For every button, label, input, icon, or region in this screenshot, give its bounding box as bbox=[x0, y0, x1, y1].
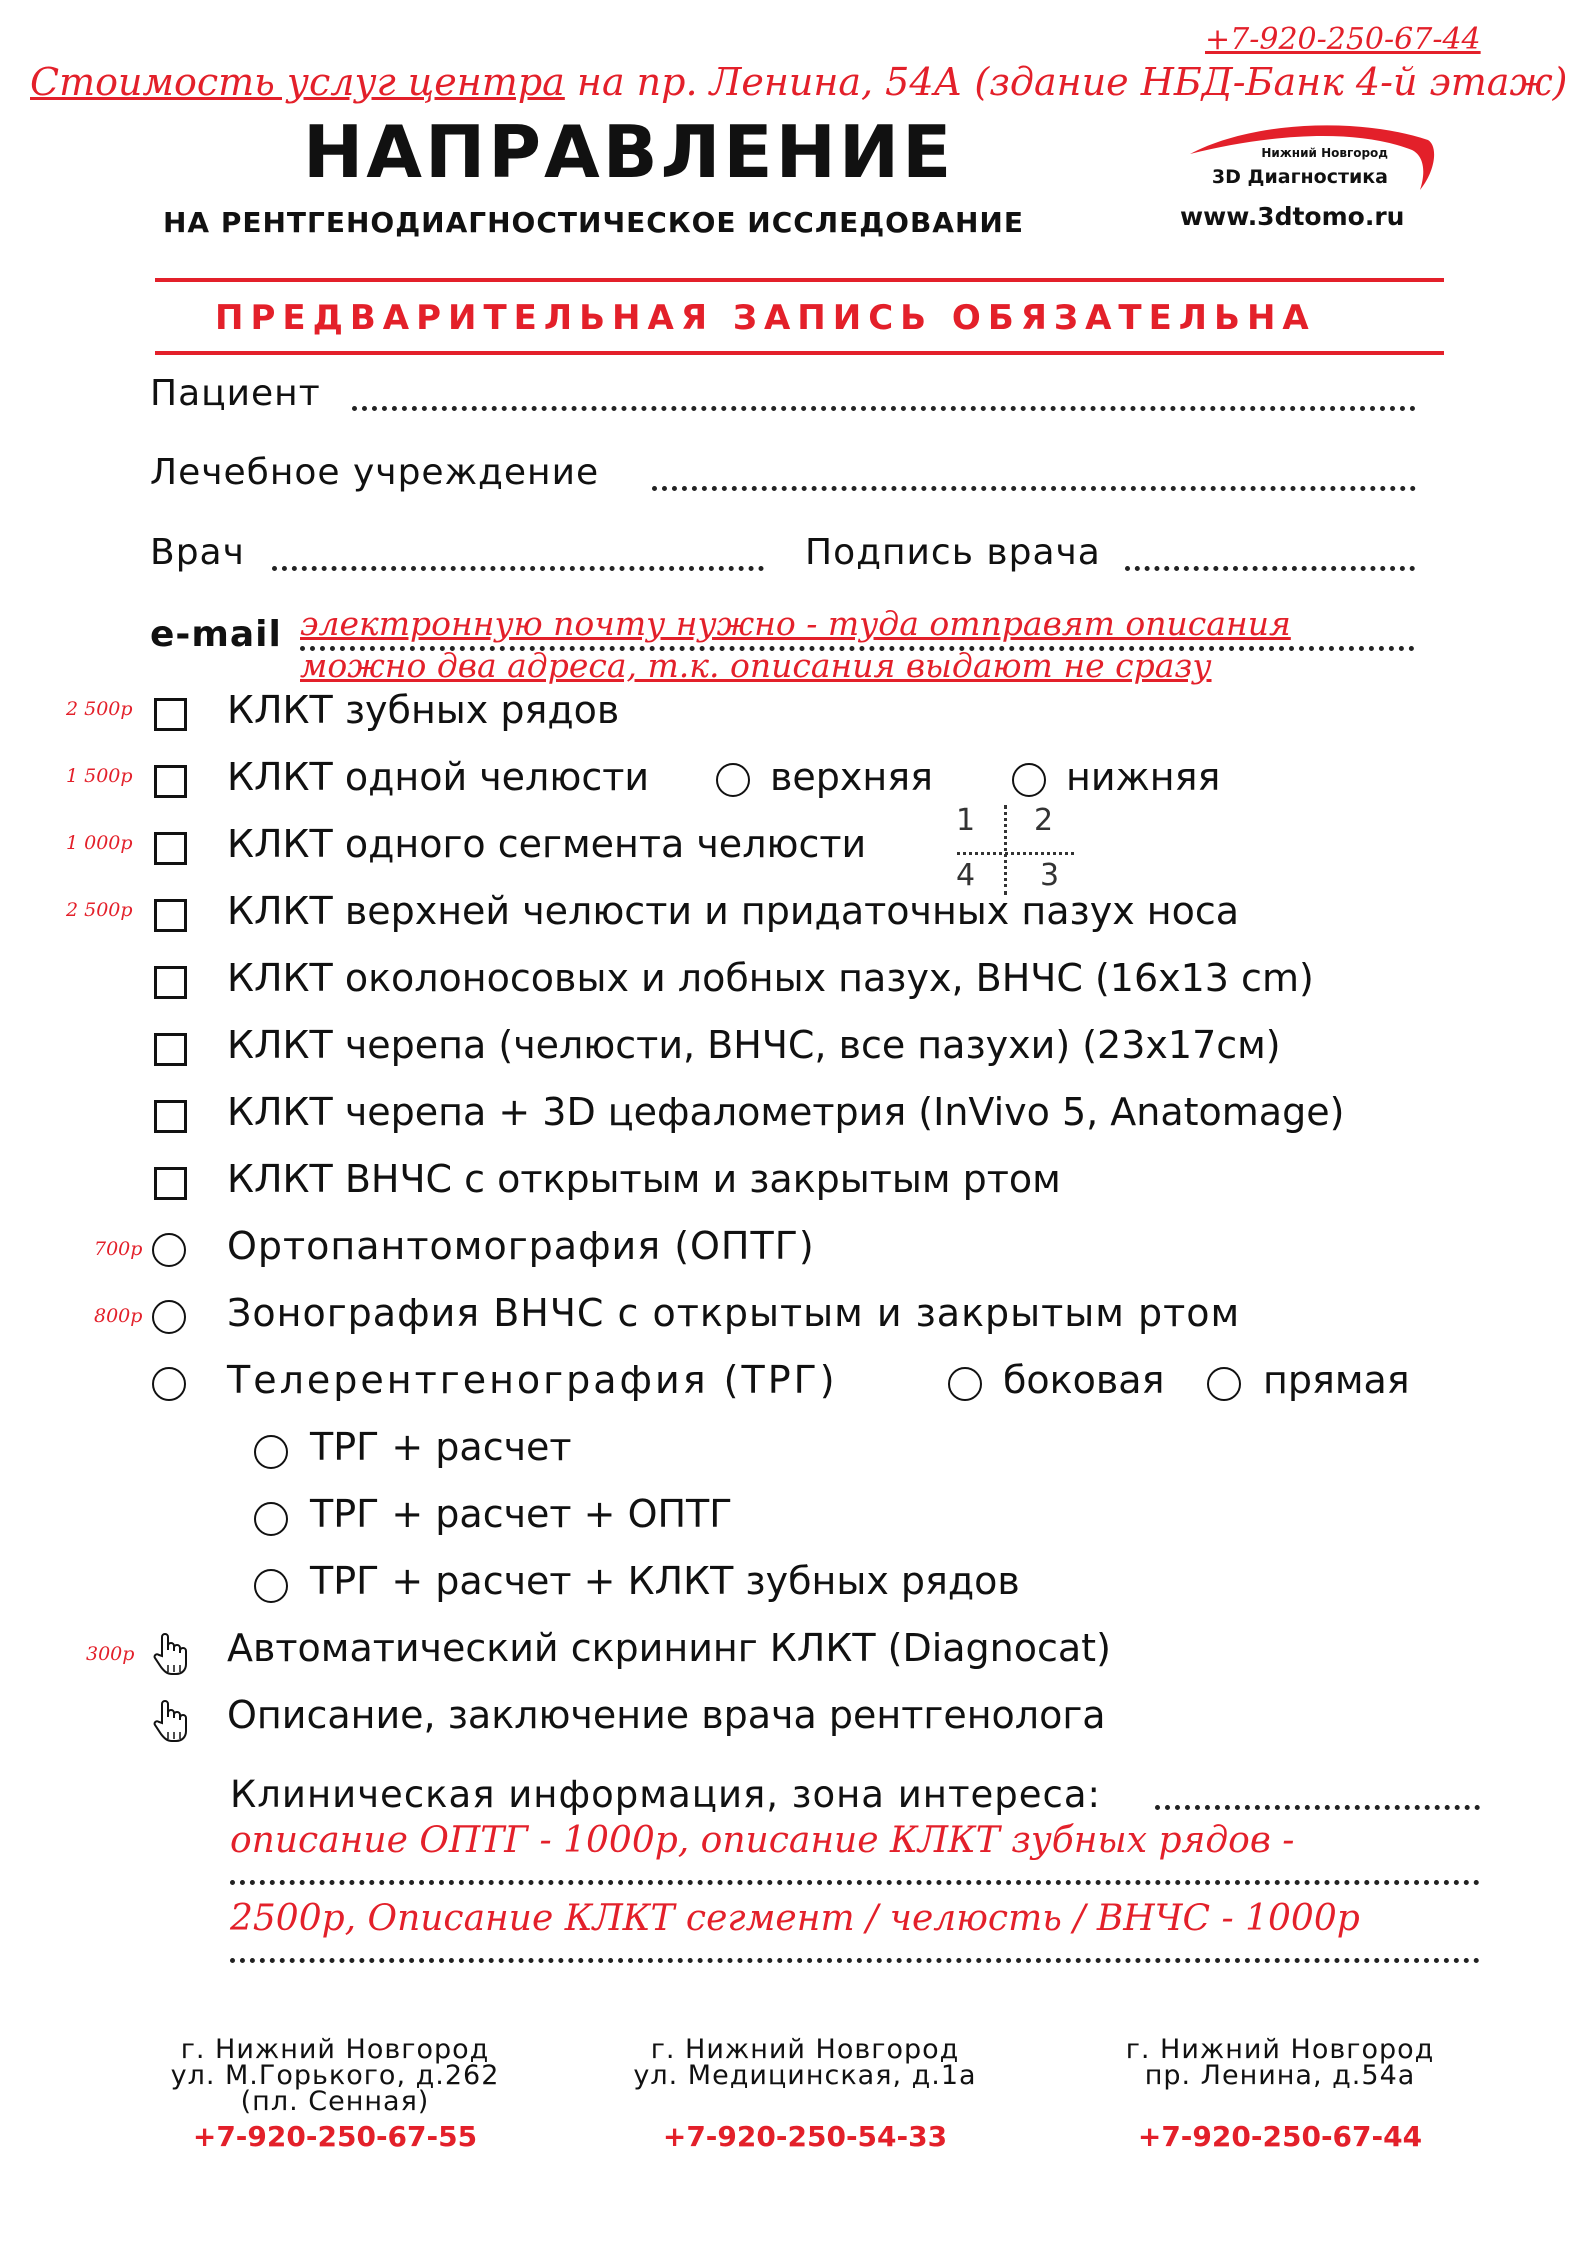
extra-price: 300р bbox=[86, 1643, 135, 1665]
segment-1[interactable]: 1 bbox=[956, 803, 976, 838]
patient-field[interactable] bbox=[352, 406, 1416, 411]
doctor-field[interactable] bbox=[272, 566, 764, 571]
service-label: КЛКТ околоносовых и лобных пазух, ВНЧС (16x13 cm) bbox=[227, 956, 1314, 1000]
service-label: Ортопантомография (ОПТГ) bbox=[227, 1224, 815, 1268]
service-label: КЛКТ одной челюсти bbox=[227, 755, 650, 799]
branch-phone[interactable]: +7-920-250-67-44 bbox=[1137, 2120, 1423, 2153]
price-note-rest: на пр. Ленина, 54А (здание НБД-Банк 4-й этаж) bbox=[564, 60, 1568, 104]
trg-sub-radio[interactable] bbox=[254, 1435, 288, 1469]
clinical-info-line[interactable] bbox=[230, 1880, 1480, 1885]
signature-label: Подпись врача bbox=[805, 532, 1101, 573]
branch-address: пр. Ленина, д.54а bbox=[1144, 2060, 1416, 2091]
service-label: КЛКТ верхней челюсти и придаточных пазух носа bbox=[227, 889, 1240, 933]
branch-landmark: (пл. Сенная) bbox=[240, 2086, 430, 2117]
hand-pointer-icon[interactable] bbox=[152, 1699, 188, 1743]
service-label: КЛКТ одного сегмента челюсти bbox=[227, 822, 867, 866]
clinical-handwritten-note-2: 2500р, Описание КЛКТ сегмент / челюсть / ВНЧС - 1000р bbox=[230, 1898, 1360, 1939]
jaw-lower-label: нижняя bbox=[1066, 755, 1221, 799]
service-label: КЛКТ черепа + 3D цефалометрия (InVivo 5, Anatomage) bbox=[227, 1090, 1345, 1134]
service-checkbox[interactable] bbox=[154, 832, 187, 865]
service-checkbox[interactable] bbox=[154, 1100, 187, 1133]
company-logo bbox=[1180, 118, 1440, 200]
service-price: 700р bbox=[94, 1238, 143, 1260]
trg-lateral-label: боковая bbox=[1003, 1358, 1165, 1402]
service-checkbox[interactable] bbox=[154, 899, 187, 932]
jaw-upper-label: верхняя bbox=[770, 755, 933, 799]
jaw-lower-radio[interactable] bbox=[1012, 763, 1046, 797]
trg-sub-label: ТРГ + расчет + ОПТГ bbox=[310, 1492, 733, 1536]
service-price: 1 000р bbox=[66, 832, 133, 854]
handwritten-phone-note: +7-920-250-67-44 bbox=[1205, 22, 1481, 57]
footer-branch-2 bbox=[625, 2034, 985, 2091]
website-link[interactable]: www.3dtomo.ru bbox=[1180, 202, 1405, 231]
service-radio[interactable] bbox=[152, 1233, 186, 1267]
trg-sub-label: ТРГ + расчет + КЛКТ зубных рядов bbox=[310, 1559, 1020, 1603]
segment-divider-vertical bbox=[1004, 805, 1007, 895]
service-price: 1 500р bbox=[66, 765, 133, 787]
clinical-handwritten-note-1: описание ОПТГ - 1000р, описание КЛКТ зубных рядов - bbox=[230, 1820, 1295, 1861]
service-label: Телерентгенография (ТРГ) bbox=[227, 1358, 838, 1402]
trg-sub-radio[interactable] bbox=[254, 1569, 288, 1603]
logo-city: Нижний Новгород bbox=[1261, 146, 1388, 160]
booking-notice: ПРЕДВАРИТЕЛЬНАЯ ЗАПИСЬ ОБЯЗАТЕЛЬНА bbox=[215, 298, 1316, 338]
trg-sub-label: ТРГ + расчет bbox=[310, 1425, 572, 1469]
signature-field[interactable] bbox=[1125, 566, 1415, 571]
service-price: 2 500р bbox=[66, 899, 133, 921]
email-label: e-mail bbox=[150, 614, 282, 655]
patient-label: Пациент bbox=[150, 373, 321, 414]
trg-lateral-radio[interactable] bbox=[948, 1367, 982, 1401]
branch-phone[interactable]: +7-920-250-67-55 bbox=[192, 2120, 478, 2153]
service-label: Зонография ВНЧС с открытым и закрытым ртом bbox=[227, 1291, 1241, 1335]
segment-2[interactable]: 2 bbox=[1034, 803, 1054, 838]
branch-address: ул. Медицинская, д.1а bbox=[633, 2060, 977, 2091]
email-handwritten-note-2: можно два адреса, т.к. описания выдают не сразу bbox=[300, 646, 1212, 685]
branch-city: г. Нижний Новгород bbox=[180, 2034, 490, 2065]
branch-phone[interactable]: +7-920-250-54-33 bbox=[662, 2120, 948, 2153]
institution-field[interactable] bbox=[652, 486, 1416, 491]
branch-city: г. Нижний Новгород bbox=[650, 2034, 960, 2065]
segment-3[interactable]: 3 bbox=[1040, 858, 1060, 893]
clinical-info-label: Клиническая информация, зона интереса: bbox=[230, 1773, 1102, 1816]
service-price: 800р bbox=[94, 1305, 143, 1327]
email-handwritten-note-1: электронную почту нужно - туда отправят описания bbox=[300, 604, 1291, 643]
service-label: КЛКТ черепа (челюсти, ВНЧС, все пазухи) (23x17см) bbox=[227, 1023, 1281, 1067]
branch-city: г. Нижний Новгород bbox=[1125, 2034, 1435, 2065]
service-checkbox[interactable] bbox=[154, 698, 187, 731]
segment-4[interactable]: 4 bbox=[956, 858, 976, 893]
segment-divider-horizontal bbox=[957, 852, 1074, 855]
notice-bottom-rule bbox=[155, 351, 1444, 355]
page-subtitle: НА РЕНТГЕНОДИАГНОСТИЧЕСКОЕ ИССЛЕДОВАНИЕ bbox=[163, 206, 1024, 239]
service-label: КЛКТ зубных рядов bbox=[227, 688, 620, 732]
service-price: 2 500р bbox=[66, 698, 133, 720]
service-label: КЛКТ ВНЧС с открытым и закрытым ртом bbox=[227, 1157, 1061, 1201]
jaw-upper-radio[interactable] bbox=[716, 763, 750, 797]
hand-pointer-icon[interactable] bbox=[152, 1632, 188, 1676]
extra-label: Автоматический скрининг КЛКТ (Diagnocat) bbox=[227, 1626, 1111, 1670]
price-note-underlined: Стоимость услуг центра bbox=[30, 60, 565, 104]
service-radio[interactable] bbox=[152, 1300, 186, 1334]
clinical-info-line[interactable] bbox=[230, 1958, 1480, 1963]
institution-label: Лечебное учреждение bbox=[150, 452, 600, 493]
service-checkbox[interactable] bbox=[154, 966, 187, 999]
logo-name: 3D Диагностика bbox=[1211, 166, 1388, 188]
doctor-label: Врач bbox=[150, 532, 245, 573]
trg-frontal-label: прямая bbox=[1263, 1358, 1410, 1402]
page-title: НАПРАВЛЕНИЕ bbox=[303, 110, 955, 194]
clinical-info-field[interactable] bbox=[1155, 1805, 1480, 1810]
footer-branch-3 bbox=[1100, 2034, 1460, 2091]
footer-branch-1 bbox=[155, 2034, 515, 2117]
branch-address: ул. М.Горького, д.262 bbox=[170, 2060, 500, 2091]
service-checkbox[interactable] bbox=[154, 1167, 187, 1200]
trg-sub-radio[interactable] bbox=[254, 1502, 288, 1536]
handwritten-price-note bbox=[30, 60, 1568, 104]
service-checkbox[interactable] bbox=[154, 765, 187, 798]
extra-label: Описание, заключение врача рентгенолога bbox=[227, 1693, 1106, 1737]
notice-top-rule bbox=[155, 278, 1444, 282]
service-radio[interactable] bbox=[152, 1367, 186, 1401]
trg-frontal-radio[interactable] bbox=[1207, 1367, 1241, 1401]
service-checkbox[interactable] bbox=[154, 1033, 187, 1066]
